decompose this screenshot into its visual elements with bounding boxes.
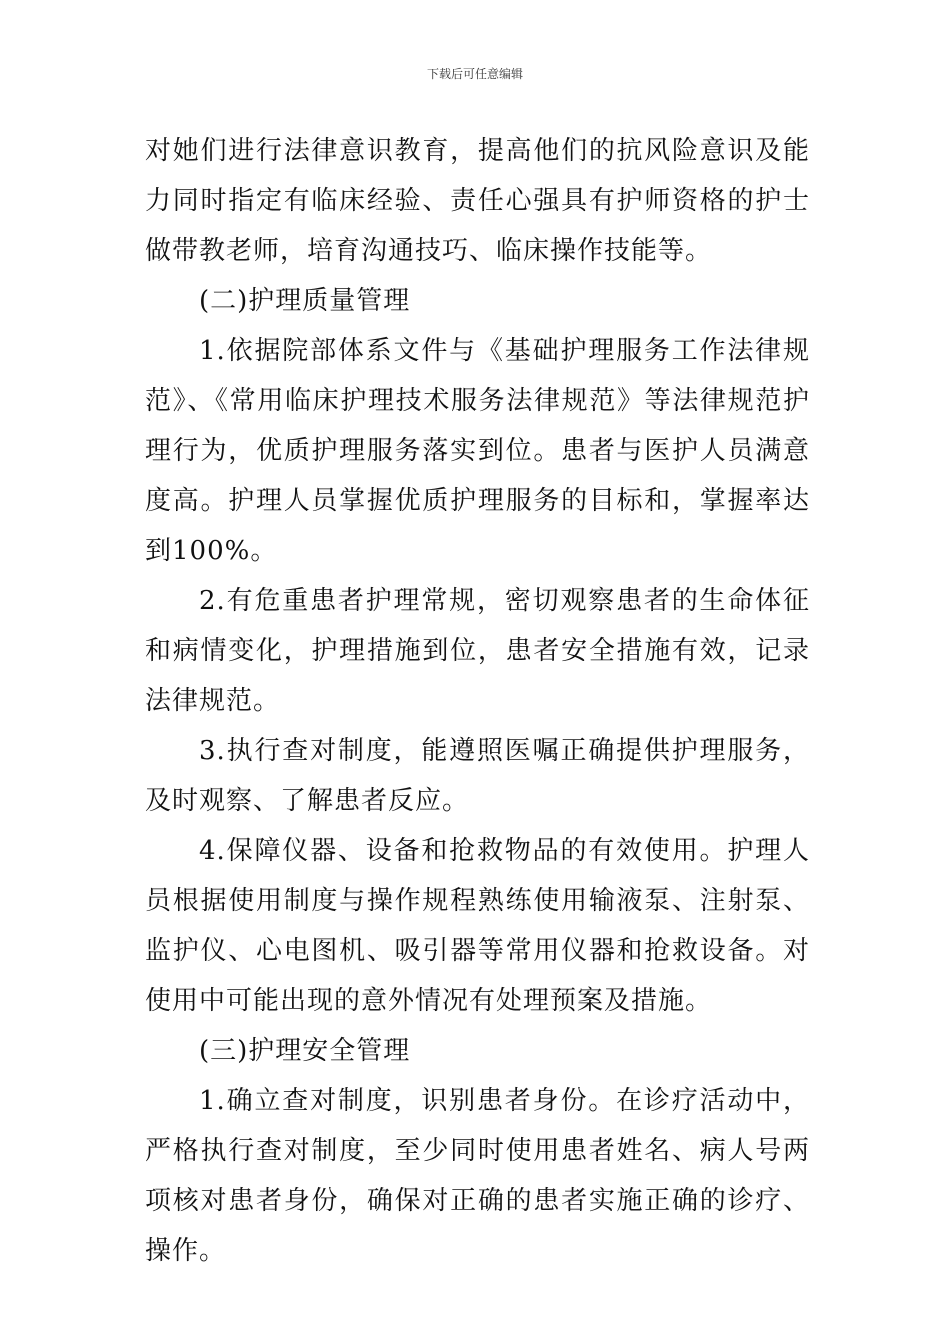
paragraph-safety-item-1: 1.确立查对制度，识别患者身份。在诊疗活动中，严格执行查对制度，至少同时使用患者姓名、病人号两项核对患者身份，确保对正确的患者实施正确的诊疗、操作。 <box>145 1086 810 1266</box>
document-body <box>145 126 810 1276</box>
section-heading-quality: (二)护理质量管理 <box>199 286 411 316</box>
paragraph-continuation: 对她们进行法律意识教育，提高他们的抗风险意识及能力同时指定有临床经验、责任心强具有护师资格的护士做带教老师，培育沟通技巧、临床操作技能等。 <box>145 136 810 266</box>
paragraph-item-1: 1.依据院部体系文件与《基础护理服务工作法律规范》、《常用临床护理技术服务法律规范》等法律规范护理行为，优质护理服务落实到位。患者与医护人员满意度高。护理人员掌握优质护理服务的目标和，掌握率达到100%。 <box>145 336 810 566</box>
paragraph-item-3: 3.执行查对制度，能遵照医嘱正确提供护理服务，及时观察、了解患者反应。 <box>145 736 810 816</box>
section-heading-safety: (三)护理安全管理 <box>199 1036 411 1066</box>
paragraph-item-4: 4.保障仪器、设备和抢救物品的有效使用。护理人员根据使用制度与操作规程熟练使用输液泵、注射泵、监护仪、心电图机、吸引器等常用仪器和抢救设备。对使用中可能出现的意外情况有处理预案及措施。 <box>145 836 810 1016</box>
page-header: 下载后可任意编辑 <box>426 67 523 81</box>
paragraph-item-2: 2.有危重患者护理常规，密切观察患者的生命体征和病情变化，护理措施到位，患者安全措施有效，记录法律规范。 <box>145 586 810 716</box>
